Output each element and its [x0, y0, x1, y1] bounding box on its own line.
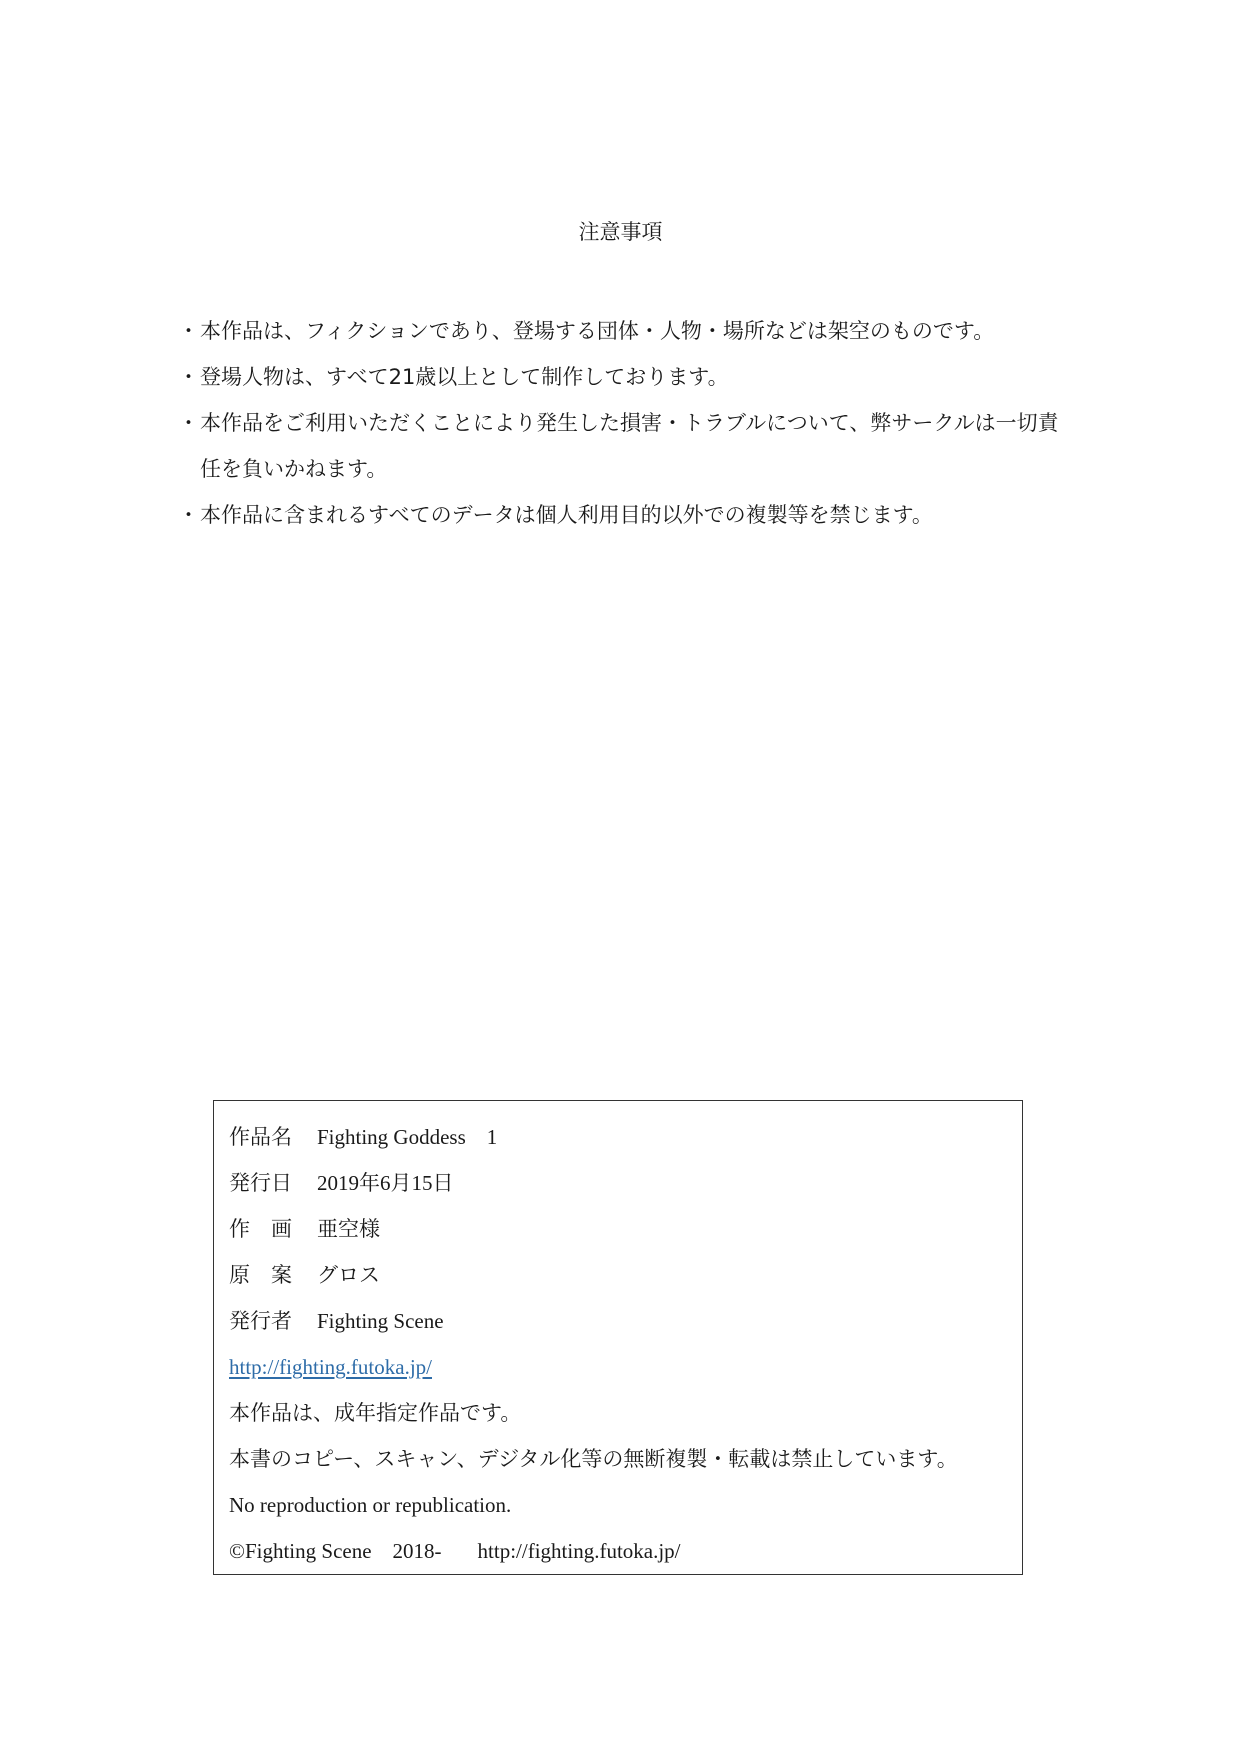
notice-item — [178, 354, 1078, 400]
notice-text: 本作品をご利用いただくことにより発生した損害・トラブルについて、弊サークルは一切責任を負いかねます。 — [200, 411, 1059, 481]
copyright-text: ©Fighting Scene 2018- — [229, 1539, 442, 1563]
notice-text: 本作品に含まれるすべてのデータは個人利用目的以外での複製等を禁じます。 — [200, 503, 933, 527]
bullet: ・ — [178, 503, 199, 527]
notice-list — [178, 308, 1078, 538]
publisher-value: Fighting Scene — [317, 1309, 444, 1333]
date-value: 2019年6月15日 — [317, 1171, 454, 1195]
story-value: グロス — [317, 1263, 380, 1287]
date-label: 発行日 — [229, 1171, 292, 1195]
bullet: ・ — [178, 411, 199, 435]
bullet: ・ — [178, 365, 199, 389]
colophon-row-date — [229, 1160, 1022, 1206]
notice-title: 注意事項 — [578, 220, 663, 244]
copyright-row — [229, 1528, 1022, 1574]
copy-notice: 本書のコピー、スキャン、デジタル化等の無断複製・転載は禁止しています。 — [229, 1447, 958, 1471]
notice-item — [178, 308, 1078, 354]
title-label: 作品名 — [229, 1125, 292, 1149]
notice-text: 登場人物は、すべて21歳以上として制作しております。 — [200, 365, 729, 389]
notice-text: 本作品は、フィクションであり、登場する団体・人物・場所などは架空のものです。 — [200, 319, 995, 343]
colophon-row-title — [229, 1114, 1022, 1160]
notice-item — [178, 400, 1078, 492]
colophon-row-art — [229, 1206, 1022, 1252]
site-link[interactable]: http://fighting.futoka.jp/ — [229, 1355, 432, 1379]
art-label: 作 画 — [229, 1217, 292, 1241]
colophon-box — [213, 1100, 1023, 1575]
colophon-row-publisher — [229, 1298, 1022, 1344]
story-label: 原 案 — [229, 1263, 292, 1287]
bullet: ・ — [178, 319, 199, 343]
english-notice: No reproduction or republication. — [229, 1493, 512, 1517]
art-value: 亜空様 — [317, 1217, 380, 1241]
adult-notice: 本作品は、成年指定作品です。 — [229, 1401, 522, 1425]
copyright-url: http://fighting.futoka.jp/ — [477, 1539, 681, 1563]
title-value: Fighting Goddess 1 — [317, 1125, 498, 1149]
colophon-row-url — [229, 1344, 1022, 1390]
notice-item — [178, 492, 1078, 538]
colophon-row-story — [229, 1252, 1022, 1298]
publisher-label: 発行者 — [229, 1309, 292, 1333]
